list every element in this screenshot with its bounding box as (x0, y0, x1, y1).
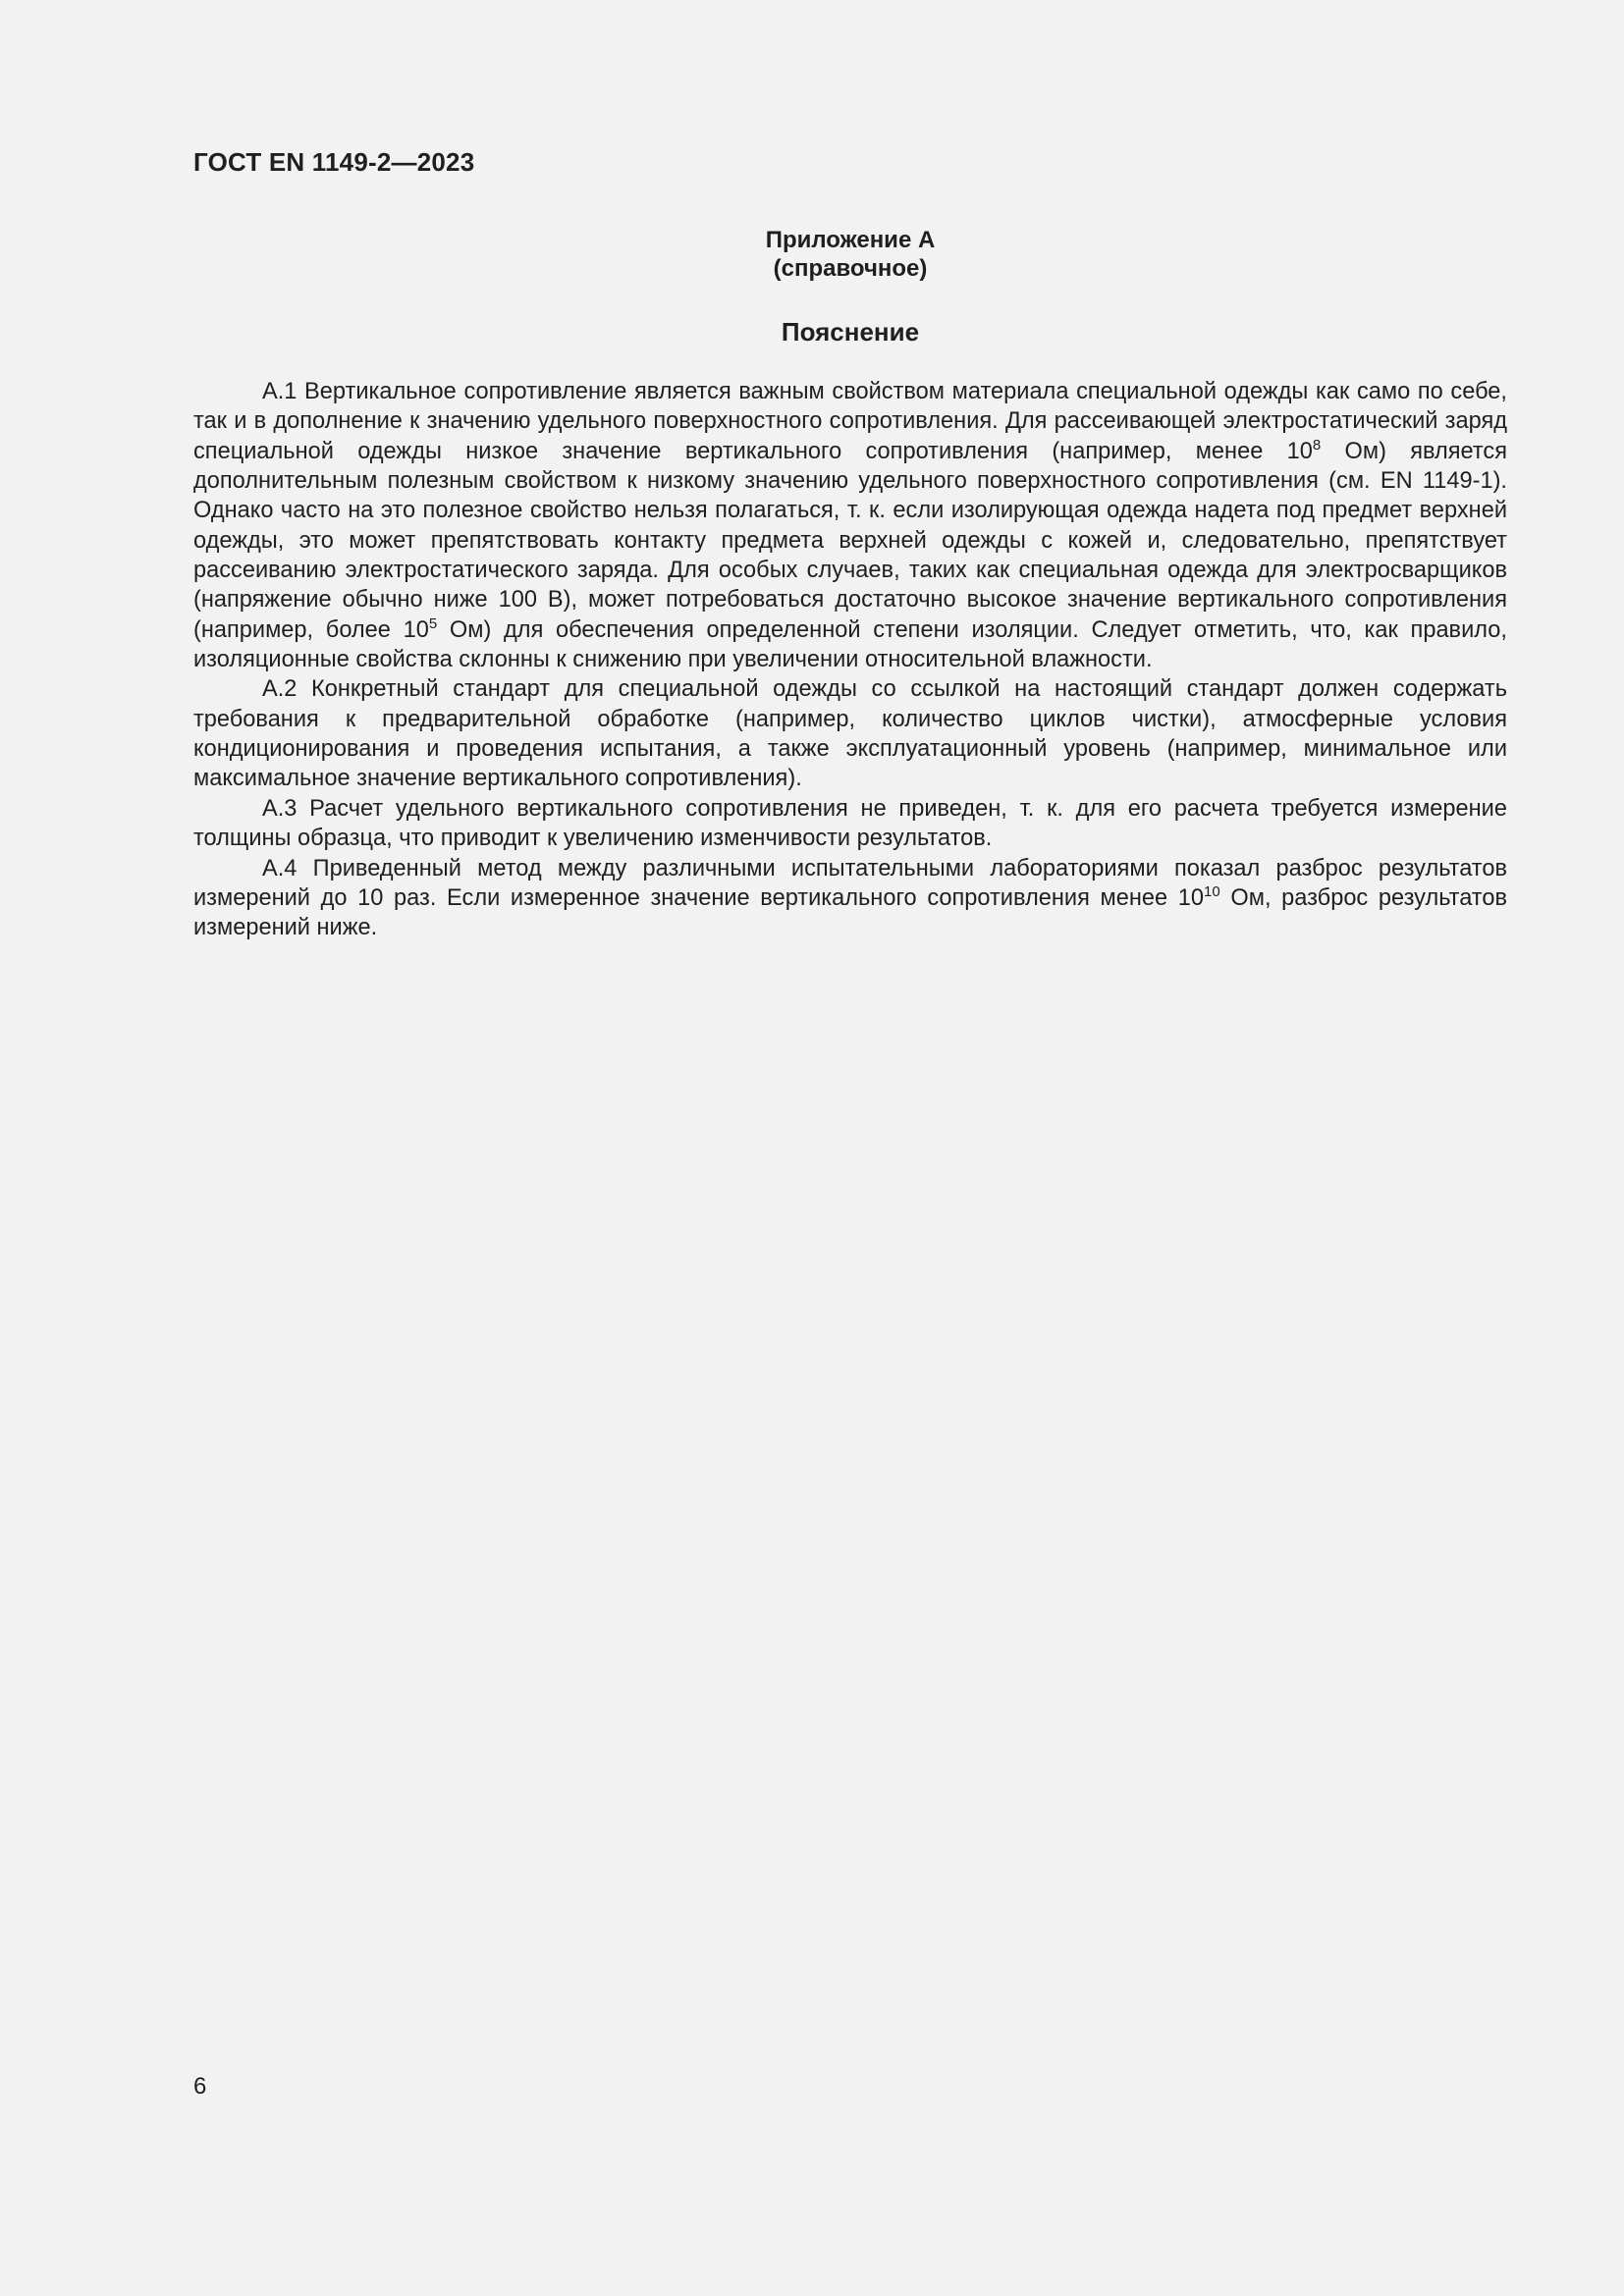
document-code: ГОСТ EN 1149-2—2023 (193, 147, 475, 177)
exponent: 10 (1204, 882, 1220, 900)
document-page (193, 0, 1507, 2296)
paragraph-a4: А.4 Приведенный метод между различными испытательными лабораториями показал разброс результатов измерений до 10 раз. Если измеренное значение вертикального сопротивления менее $10^{10}$ Ом, разброс результатов измерений ниже. (193, 855, 1507, 941)
annex-status: (справочное) (773, 255, 928, 282)
exponent: 5 (428, 614, 438, 632)
annex-title: Приложение А (765, 227, 936, 253)
annex-body (193, 377, 1507, 943)
page-number: 6 (193, 2073, 207, 2100)
paragraph-a1: А.1 Вертикальное сопротивление является важным свойством материала специальной одежды как само по себе, так и в дополнение к значению удельного поверхностного сопротивления. Для рассеивающей электростатический заряд специальной одежды низкое значение вертикального сопротивления (например, менее $10^8$ Ом) является дополнительным полезным свойством к низкому значению удельного поверхностного сопротивления (см. EN 1149-1). Однако часто на это полезное свойство нельзя полагаться, т. к. если изолирующая одежда надета под предмет верхней одежды, это может препятствовать контакту предмета верхней одежды с кожей и, следовательно, препятствует рассеиванию электростатического заряда. Для особых случаев, таких как специальная одежда для электросварщиков (напряжение обычно ниже 100 В), может потребоваться достаточно высокое значение вертикального сопротивления (например, более $10^5$ Ом) для обеспечения определенной степени изоляции. Следует отметить, что, как правило, изоляционные свойства склонны к снижению при увеличении относительной влажности. (193, 379, 1507, 673)
annex-heading (193, 226, 1507, 283)
exponent: 8 (1312, 436, 1322, 454)
section-title: Пояснение (781, 317, 920, 347)
paragraph-a2: А.2 Конкретный стандарт для специальной одежды со ссылкой на настоящий стандарт должен содержать требования к предварительной обработке (например, количество циклов чистки), атмосферные условия кондиционирования и проведения испытания, а также эксплуатационный уровень (например, минимальное или максимальное значение вертикального сопротивления). (193, 676, 1507, 792)
paragraph-a3: А.3 Расчет удельного вертикального сопротивления не приведен, т. к. для его расчета требуется измерение толщины образца, что приводит к увеличению изменчивости результатов. (193, 795, 1507, 852)
